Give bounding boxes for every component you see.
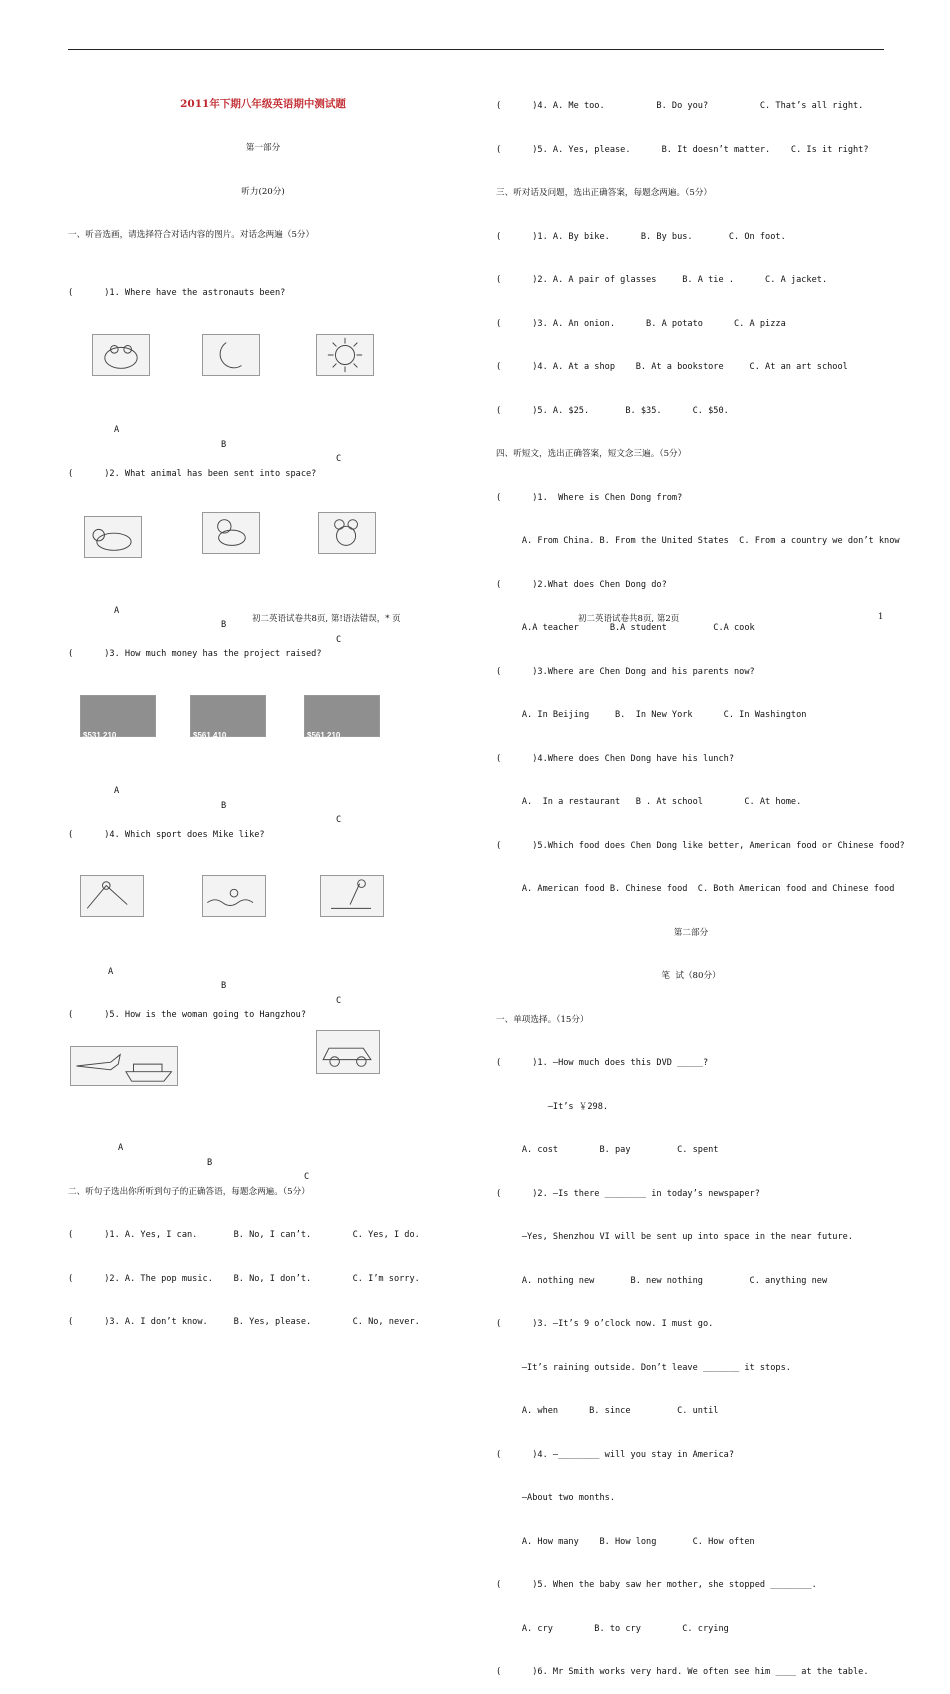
money-picture-c (304, 695, 380, 740)
s3-question: ( )5. A. $25. B. $35. C. $50. (496, 405, 729, 416)
w1-line: A. How many B. How long C. How often (496, 1536, 755, 1547)
option-c: C (304, 1172, 310, 1182)
option-c: C (336, 815, 342, 825)
car-picture (316, 1030, 380, 1074)
swimming-picture (202, 875, 266, 917)
q5-option-labels (68, 1127, 478, 1182)
option-a: A (108, 966, 114, 977)
w1-line: ( )1. —How much does this DVD _____? (496, 1058, 709, 1068)
option-b: B (221, 620, 227, 630)
exam-title: 2011年下期八年级英语期中测试题 (180, 98, 346, 110)
section-4-heading: 四、听短文，选出正确答案，短文念三遍。（5分） (496, 449, 687, 459)
mouse-picture (318, 512, 376, 554)
money-picture-a (80, 695, 156, 740)
option-c: C (336, 454, 342, 464)
frog-picture (92, 334, 150, 376)
moon-picture (202, 334, 260, 376)
s2-question: ( )1. A. Yes, I can. B. No, I can’t. C. Yes, I do. (68, 1230, 420, 1240)
option-b: B (221, 439, 227, 450)
w1-line: ( )5. When the baby saw her mother, she stopped ________. (496, 1580, 817, 1590)
written-section-1-heading: 一、单项选择。（15分） (496, 1014, 589, 1025)
s4-line: ( )3.Where are Chen Dong and his parents now? (496, 666, 755, 677)
question-2: ( )2. What animal has been sent into space? (68, 468, 317, 479)
dog-picture (202, 512, 260, 554)
w1-line: —Yes, Shenzhou VI will be sent up into space in the near future. (496, 1232, 853, 1242)
s3-question: ( )4. A. At a shop B. At a bookstore C. At an art school (496, 362, 848, 372)
s4-line: ( )1. Where is Chen Dong from? (496, 492, 683, 503)
s4-line: ( )2.What does Chen Dong do? (496, 579, 667, 590)
q2-pictures (68, 510, 478, 560)
s2-question: ( )4. A. Me too. B. Do you? C. That’s all right. (496, 101, 864, 111)
s4-line: A.A teacher B.A student C.A cook (496, 623, 755, 633)
w1-line: ( )3. –It’s 9 o’clock now. I must go. (496, 1319, 714, 1329)
s4-line: A. From China. B. From the United States C. From a country we don’t know (496, 536, 900, 546)
s3-question: ( )2. A. A pair of glasses B. A tie . C. A jacket. (496, 275, 828, 285)
w1-line: —It’s raining outside. Don’t leave _______ it stops. (496, 1362, 791, 1373)
cat-picture (84, 516, 142, 558)
question-3: ( )3. How much money has the project raised? (68, 649, 322, 659)
q3-pictures (68, 691, 478, 741)
option-a: A (114, 425, 120, 435)
money-amount-c: $561,210 (307, 730, 341, 740)
q5-pictures (68, 1052, 478, 1098)
w1-line: A. nothing new B. new nothing C. anything new (496, 1275, 828, 1286)
option-b: B (207, 1157, 213, 1168)
option-b: B (221, 981, 227, 991)
money-picture-b (190, 695, 266, 740)
right-column (496, 70, 905, 1694)
money-amount-b: $561,410 (193, 730, 227, 740)
plane-and-ship-picture (70, 1046, 178, 1086)
s2-question: ( )3. A. I don’t know. B. Yes, please. C. No, never. (68, 1317, 420, 1327)
sun-picture (316, 334, 374, 376)
section-1-heading: 一、听音选画，请选择符合对话内容的图片。对话念两遍（5分） (68, 230, 315, 240)
sport-picture-a (80, 875, 144, 917)
section-3-heading: 三、听对话及问题，选出正确答案，每题念两遍。（5分） (496, 188, 713, 198)
w1-line: —It’s ￥298. (496, 1101, 609, 1112)
option-c: C (336, 995, 342, 1006)
s3-question: ( )1. A. By bike. B. By bus. C. On foot. (496, 231, 786, 242)
part-two-heading: 第二部分 (673, 927, 709, 938)
s4-line: A. In Beijing B. In New York C. In Washington (496, 710, 807, 720)
left-column (68, 68, 478, 1344)
w1-line: A. cry B. to cry C. crying (496, 1623, 729, 1634)
written-heading: 笔 试（80分） (661, 971, 721, 981)
s2-question: ( )2. A. The pop music. B. No, I don’t. C. I’m sorry. (68, 1273, 420, 1284)
listening-heading: 听力(20分) (241, 186, 285, 197)
option-a: A (114, 786, 120, 796)
option-a: A (114, 605, 120, 616)
w1-line: —About two months. (496, 1493, 615, 1503)
part-one-heading: 第一部分 (245, 143, 281, 153)
s4-line: A. In a restaurant B . At school C. At home. (496, 797, 802, 807)
page-number: 1 (878, 612, 884, 622)
w1-line: A. when B. since C. until (496, 1406, 719, 1416)
s2-question: ( )5. A. Yes, please. B. It doesn’t matter. C. Is it right? (496, 144, 869, 155)
s4-line: ( )5.Which food does Chen Dong like better, American food or Chinese food? (496, 840, 905, 851)
q1-option-labels (68, 409, 478, 464)
top-rule (68, 49, 884, 50)
skating-picture (320, 875, 384, 917)
q1-pictures (68, 330, 478, 380)
q4-option-labels (68, 950, 478, 1006)
s3-question: ( )3. A. An onion. B. A potato C. A pizza (496, 318, 786, 329)
footer-right: 初二英语试卷共8页, 第2页 (578, 614, 680, 624)
section-2-heading: 二、听句子选出你所听到句子的正确答语，每题念两遍。（5分） (68, 1186, 310, 1197)
s4-line: ( )4.Where does Chen Dong have his lunch? (496, 753, 734, 764)
money-amount-a: $531,210 (83, 730, 117, 740)
w1-line: A. cost B. pay C. spent (496, 1145, 719, 1155)
option-a: A (118, 1143, 124, 1153)
q3-option-labels (68, 770, 478, 825)
q4-pictures (68, 871, 478, 921)
question-5: ( )5. How is the woman going to Hangzhou? (68, 1010, 306, 1020)
w1-line: ( )6. Mr Smith works very hard. We often see him ____ at the table. (496, 1667, 869, 1677)
question-4: ( )4. Which sport does Mike like? (68, 829, 265, 840)
question-1: ( )1. Where have the astronauts been? (68, 288, 286, 298)
w1-line: ( )2. –Is there ________ in today’s newspaper? (496, 1188, 760, 1199)
option-b: B (221, 800, 227, 811)
w1-line: ( )4. —________ will you stay in America? (496, 1449, 734, 1460)
footer-left: 初二英语试卷共8页, 第!语法错误，* 页 (252, 614, 401, 624)
s4-line: A. American food B. Chinese food C. Both American food and Chinese food (496, 884, 895, 894)
option-c: C (336, 634, 342, 645)
